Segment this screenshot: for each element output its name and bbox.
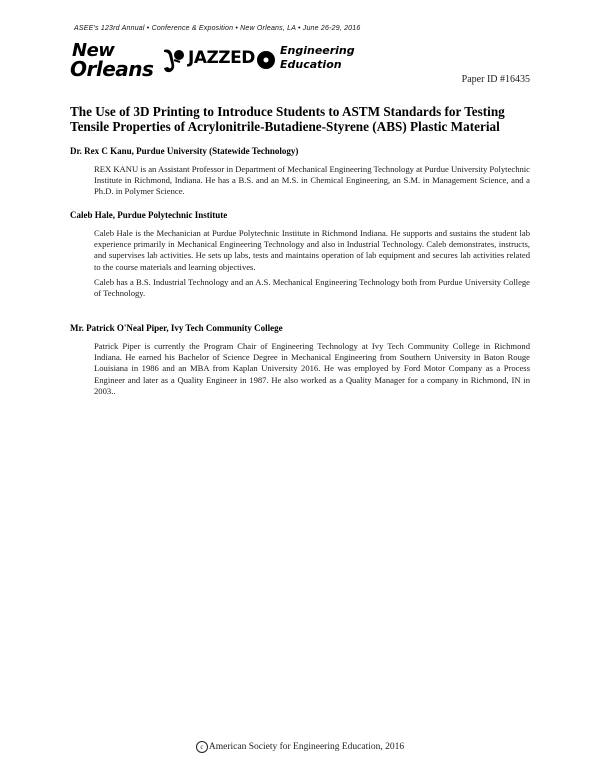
author-bio (94, 164, 530, 198)
copyright-footer (0, 741, 600, 753)
logo-word-education: Education (280, 58, 342, 71)
record-icon (256, 50, 276, 70)
bio-paragraph: Caleb has a B.S. Industrial Technology and an A.S. Mechanical Engineering Technology both from Purdue University College of Technology. (94, 276, 530, 299)
saxophone-icon (160, 46, 186, 76)
logo-word-engineering: Engineering (280, 44, 355, 57)
author-heading: Caleb Hale, Purdue Polytechnic Institute (70, 210, 228, 220)
paper-title (70, 104, 540, 134)
conference-line: ASEE's 123rd Annual • Conference & Exposition • New Orleans, LA • June 26-29, 2016 (74, 25, 361, 32)
author-bio (94, 341, 530, 397)
copyright-text: American Society for Engineering Education, 2016 (208, 742, 405, 753)
paper-id: Paper ID #16435 (461, 74, 530, 85)
copyright-icon: c (196, 741, 208, 753)
bio-paragraph: Patrick Piper is currently the Program Chair of Engineering Technology at Ivy Tech Community College in Richmond Indiana. He earned his Bachelor of Science Degree in Mechanical Engineering from Southern University in Baton Rouge Louisiana in 1986 and an MBA from Kaplan University 2016. He was employed by Ford Motor Company as a Process Engineer and later as a Quality Engineer in 1987. He also worked as a Quality Manager for a company in Richmond, IN in 2003.. (94, 341, 530, 396)
logo-word-new: New (72, 40, 115, 61)
title-line: Tensile Properties of Acrylonitrile-Butadiene-Styrene (ABS) Plastic Material (70, 119, 500, 134)
bio-paragraph: REX KANU is an Assistant Professor in Department of Mechanical Engineering Technology at Purdue University Polytechnic Institute in Richmond, Indiana. He has a B.S. and an M.S. in Chemical Engineering, an S.M. in Management Science, and a Ph.D. in Polymer Science. (94, 164, 530, 197)
logo-word-orleans: Orleans (70, 57, 154, 81)
bio-paragraph: Caleb Hale is the Mechanician at Purdue Polytechnic Institute in Richmond Indiana. He supports and sustains the student lab experience primarily in Mechanical Engineering Technology and also in Industrial Technology. Caleb demonstrates, instructs, and supervises lab activities. He sets up labs, tests and maintains operation of lab equipment and secures lab activities related to the course materials and learning objectives. (94, 228, 530, 272)
author-heading: Mr. Patrick O'Neal Piper, Ivy Tech Community College (70, 323, 283, 333)
conference-logo (70, 38, 370, 84)
author-heading: Dr. Rex C Kanu, Purdue University (Statewide Technology) (70, 146, 299, 156)
logo-word-jazzed: JAZZED (188, 48, 255, 68)
author-bio (94, 228, 530, 299)
title-line: The Use of 3D Printing to Introduce Students to ASTM Standards for Testing (70, 104, 505, 119)
